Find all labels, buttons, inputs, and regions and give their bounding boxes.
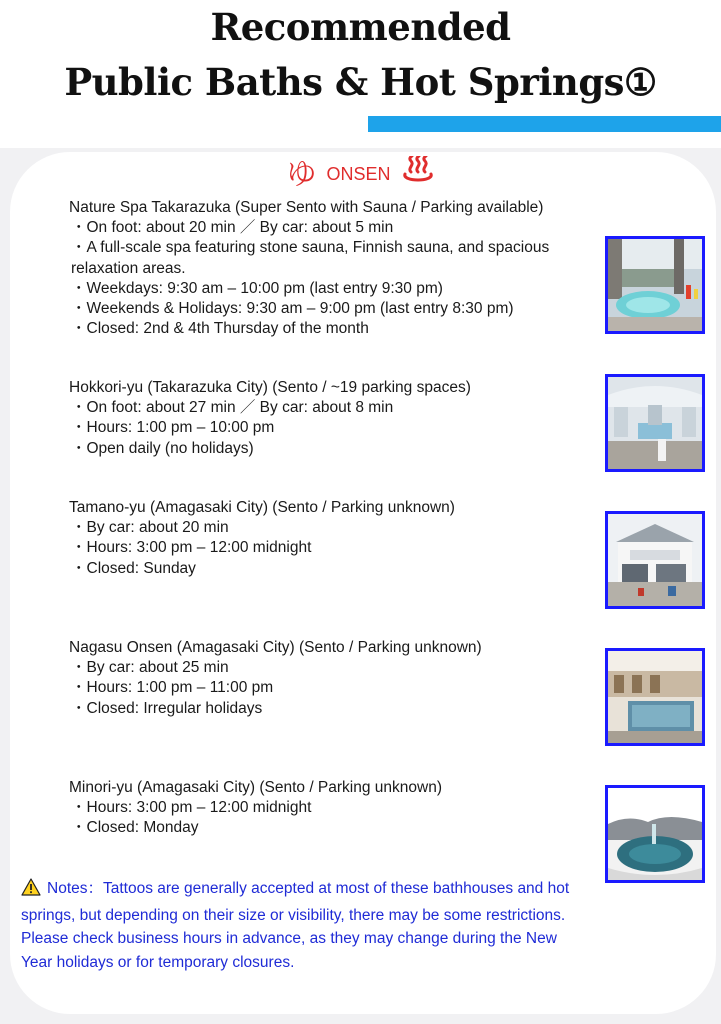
bath-entry-tamano-yu <box>69 498 599 579</box>
onsen-heading <box>0 154 721 200</box>
entry-name: Minori-yu (Amagasaki City) (Sento / Parking unknown) <box>69 779 442 796</box>
entry-detail: ・Hours: 3:00 pm – 12:00 midnight <box>71 799 312 817</box>
onsen-label: ONSEN <box>326 164 391 184</box>
bath-photo-minori-yu <box>605 785 705 883</box>
entry-detail: ・A full-scale spa featuring stone sauna, Finnish sauna, and spacious relaxation areas. <box>71 239 550 277</box>
warning-icon <box>21 878 41 904</box>
entry-detail: ・Open daily (no holidays) <box>71 439 254 457</box>
bath-entry-nature-spa <box>69 198 599 339</box>
entry-detail: ・Weekdays: 9:30 am – 10:00 pm (last entry 9:30 pm) <box>71 279 443 297</box>
entry-detail: ・By car: about 25 min <box>71 659 229 677</box>
entry-detail: ・Closed: Sunday <box>71 559 196 577</box>
entry-detail: ・On foot: about 27 min ／ By car: about 8 min <box>71 399 394 417</box>
entry-detail: ・By car: about 20 min <box>71 519 229 537</box>
bath-entry-nagasu-onsen <box>69 638 599 719</box>
entry-detail: ・Closed: 2nd & 4th Thursday of the month <box>71 320 369 338</box>
page-title-line1: Recommended <box>210 5 511 49</box>
notes-text-2: Please check business hours in advance, as they may change during the New Year holidays or for temporary closures. <box>21 930 557 971</box>
yu-symbol: ゆ <box>286 158 317 191</box>
notes-text: Notes：Tattoos are generally accepted at most of these bathhouses and hot springs, but depending on their size or visibility, there may be some restrictions. <box>21 880 570 924</box>
notes-section <box>21 877 581 974</box>
entry-name: Hokkori-yu (Takarazuka City) (Sento / ~19 parking spaces) <box>69 379 471 396</box>
header <box>0 0 721 148</box>
bath-photo-hokkori-yu <box>605 374 705 472</box>
bath-photo-nagasu-onsen <box>605 648 705 746</box>
entry-name: Nature Spa Takarazuka (Super Sento with Sauna / Parking available) <box>69 199 544 216</box>
page-title-line2: Public Baths & Hot Springs① <box>64 60 657 104</box>
entry-detail: ・Hours: 1:00 pm – 11:00 pm <box>71 679 274 697</box>
entry-detail: ・Closed: Irregular holidays <box>71 699 263 717</box>
hot-spring-icon <box>401 156 435 200</box>
entry-name: Tamano-yu (Amagasaki City) (Sento / Parking unknown) <box>69 499 455 516</box>
bath-photo-nature-spa <box>605 236 705 334</box>
accent-bar <box>368 116 721 132</box>
bath-entry-hokkori-yu <box>69 378 599 459</box>
bath-entry-minori-yu <box>69 778 599 839</box>
entry-detail: ・Closed: Monday <box>71 819 199 837</box>
entry-detail: ・Hours: 1:00 pm – 10:00 pm <box>71 419 275 437</box>
entry-name: Nagasu Onsen (Amagasaki City) (Sento / Parking unknown) <box>69 639 482 656</box>
entry-detail: ・Weekends & Holidays: 9:30 am – 9:00 pm (last entry 8:30 pm) <box>71 300 514 318</box>
bath-photo-tamano-yu <box>605 511 705 609</box>
entry-detail: ・Hours: 3:00 pm – 12:00 midnight <box>71 539 312 557</box>
entry-detail: ・On foot: about 20 min ／ By car: about 5 min <box>71 219 394 237</box>
